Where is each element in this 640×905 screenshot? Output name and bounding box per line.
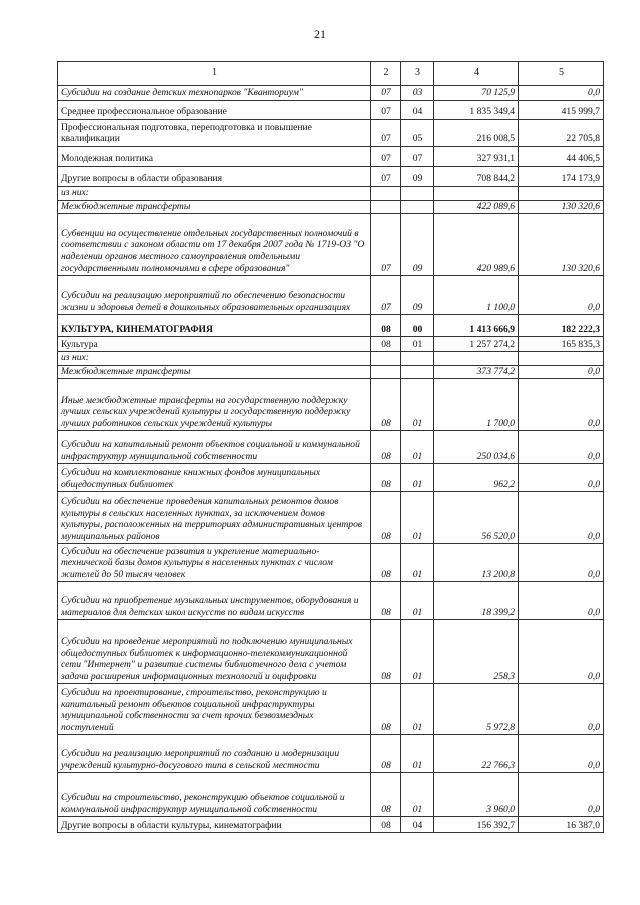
amount-total: 1 700,0	[434, 379, 519, 431]
amount-federal: 130 320,6	[519, 200, 604, 214]
amount-federal: 174 173,9	[519, 167, 604, 187]
row-label: Субвенции на осуществление отдельных государственных полномочий в соответствии с законом области от 17 декабря 2007 года № 1719-ОЗ "О наделении органов местного самоуправления отдельными государственными полномочиями в сфере образования"	[58, 214, 371, 276]
amount-total: 962,2	[434, 464, 519, 492]
table-row	[58, 582, 604, 620]
table-row	[58, 86, 604, 101]
amount-federal: 0,0	[519, 86, 604, 101]
row-label: из них:	[58, 352, 371, 366]
section-code: 08	[371, 773, 401, 817]
amount-federal: 22 705,8	[519, 120, 604, 147]
subsection-code: 03	[401, 86, 434, 101]
row-label: Субсидии на реализацию мероприятий по обеспечению безопасности жизни и здоровья детей в дошкольных образовательных организациях	[58, 276, 371, 315]
section-code: 08	[371, 337, 401, 352]
row-label: Субсидии на реализацию мероприятий по созданию и модернизации учреждений культурно-досугового типа в сельской местности	[58, 735, 371, 773]
table-row	[58, 735, 604, 773]
section-code	[371, 187, 401, 201]
section-code: 08	[371, 431, 401, 464]
row-label: Субсидии на комплектование книжных фондов муниципальных общедоступных библиотек	[58, 464, 371, 492]
amount-federal: 0,0	[519, 773, 604, 817]
subsection-code: 01	[401, 582, 434, 620]
subsection-code: 01	[401, 337, 434, 352]
table-row	[58, 167, 604, 187]
page-number: 21	[314, 27, 326, 41]
amount-total: 156 392,7	[434, 817, 519, 833]
row-label: Иные межбюджетные трансферты на государственную поддержку лучших сельских учреждений культуры и государственную поддержку лучших работников сельских учреждений культуры	[58, 379, 371, 431]
section-code: 07	[371, 101, 401, 120]
section-code: 07	[371, 86, 401, 101]
amount-federal: 0,0	[519, 684, 604, 735]
table-row	[58, 379, 604, 431]
row-label: из них:	[58, 187, 371, 201]
header-col-3: 3	[401, 62, 434, 86]
amount-federal: 0,0	[519, 379, 604, 431]
section-code: 07	[371, 167, 401, 187]
section-code: 07	[371, 276, 401, 315]
amount-total: 216 008,5	[434, 120, 519, 147]
row-label: Культура	[58, 337, 371, 352]
row-label: Субсидии на строительство, реконструкцию объектов социальной и коммунальной инфраструктур муниципальной собственности	[58, 773, 371, 817]
amount-total: 420 989,6	[434, 214, 519, 276]
table-row	[58, 101, 604, 120]
amount-federal	[519, 352, 604, 366]
row-label: Субсидии на проектирование, строительство, реконструкцию и капитальный ремонт объектов социальной инфраструктуры муниципальной собственности за счет прочих безвозмездных поступлений	[58, 684, 371, 735]
amount-federal: 44 406,5	[519, 147, 604, 167]
amount-total: 708 844,2	[434, 167, 519, 187]
subsection-code: 01	[401, 544, 434, 582]
section-code	[371, 365, 401, 379]
table-row	[58, 147, 604, 167]
table-row	[58, 214, 604, 276]
section-code: 08	[371, 684, 401, 735]
row-label: Субсидии на обеспечение проведения капитальных ремонтов домов культуры в сельских населенных пунктах, за исключением домов культуры, расположенных на территориях административных центров муниципальных районов	[58, 492, 371, 544]
amount-total: 422 089,6	[434, 200, 519, 214]
row-label: Межбюджетные трансферты	[58, 200, 371, 214]
amount-federal: 0,0	[519, 735, 604, 773]
subsection-code: 09	[401, 214, 434, 276]
section-code: 08	[371, 315, 401, 337]
row-label: Субсидии на обеспечение развития и укрепление материально-технической базы домов культуры в населенных пунктах с числом жителей до 50 тысяч человек	[58, 544, 371, 582]
table-row	[58, 817, 604, 833]
amount-federal: 0,0	[519, 544, 604, 582]
table-row	[58, 120, 604, 147]
row-label: Субсидии на капитальный ремонт объектов социальной и коммунальной инфраструктур муниципальной собственности	[58, 431, 371, 464]
amount-total: 258,3	[434, 620, 519, 684]
amount-federal: 0,0	[519, 365, 604, 379]
amount-total: 13 200,8	[434, 544, 519, 582]
row-label: Молодежная политика	[58, 147, 371, 167]
row-label: Другие вопросы в области культуры, кинематографии	[58, 817, 371, 833]
table-row	[58, 492, 604, 544]
subsection-code: 09	[401, 276, 434, 315]
subsection-code: 01	[401, 773, 434, 817]
subsection-code	[401, 187, 434, 201]
amount-federal: 0,0	[519, 582, 604, 620]
budget-table	[57, 61, 604, 833]
table-row	[58, 365, 604, 379]
amount-total: 22 766,3	[434, 735, 519, 773]
table-row	[58, 337, 604, 352]
amount-total: 1 413 666,9	[434, 315, 519, 337]
amount-total: 373 774,2	[434, 365, 519, 379]
subsection-code: 01	[401, 379, 434, 431]
section-code: 08	[371, 817, 401, 833]
subsection-code: 04	[401, 817, 434, 833]
amount-total: 1 100,0	[434, 276, 519, 315]
table-row	[58, 620, 604, 684]
amount-federal: 0,0	[519, 276, 604, 315]
amount-federal: 16 387,0	[519, 817, 604, 833]
table-row	[58, 464, 604, 492]
subsection-code: 01	[401, 464, 434, 492]
subsection-code: 04	[401, 101, 434, 120]
header-col-5: 5	[519, 62, 604, 86]
amount-federal: 415 999,7	[519, 101, 604, 120]
row-label: Другие вопросы в области образования	[58, 167, 371, 187]
section-code: 07	[371, 120, 401, 147]
subsection-code: 09	[401, 167, 434, 187]
header-col-4: 4	[434, 62, 519, 86]
row-label: КУЛЬТУРА, КИНЕМАТОГРАФИЯ	[58, 315, 371, 337]
section-code	[371, 200, 401, 214]
table-header-row	[58, 62, 604, 86]
section-code: 08	[371, 492, 401, 544]
amount-federal: 165 835,3	[519, 337, 604, 352]
subsection-code: 01	[401, 492, 434, 544]
subsection-code	[401, 352, 434, 366]
row-label: Профессиональная подготовка, переподготовка и повышение квалификации	[58, 120, 371, 147]
amount-total: 70 125,9	[434, 86, 519, 101]
subsection-code: 00	[401, 315, 434, 337]
table-row	[58, 352, 604, 366]
amount-federal: 130 320,6	[519, 214, 604, 276]
table-row	[58, 315, 604, 337]
subsection-code: 01	[401, 620, 434, 684]
section-code: 08	[371, 735, 401, 773]
table-row	[58, 276, 604, 315]
header-col-1: 1	[58, 62, 371, 86]
section-code: 08	[371, 379, 401, 431]
section-code: 07	[371, 147, 401, 167]
subsection-code: 01	[401, 431, 434, 464]
row-label: Субсидии на приобретение музыкальных инструментов, оборудования и материалов для детских школ искусств по видам искусств	[58, 582, 371, 620]
subsection-code: 07	[401, 147, 434, 167]
amount-total	[434, 352, 519, 366]
table-row	[58, 544, 604, 582]
row-label: Субсидии на проведение мероприятий по подключению муниципальных общедоступных библиотек к информационно-телекоммуникационной сети "Интернет" и развитие системы библиотечного дела с учетом задачи расширения информационных технологий и оцифровки	[58, 620, 371, 684]
subsection-code: 01	[401, 684, 434, 735]
amount-total: 5 972,8	[434, 684, 519, 735]
subsection-code: 05	[401, 120, 434, 147]
amount-federal: 0,0	[519, 620, 604, 684]
amount-total: 56 520,0	[434, 492, 519, 544]
subsection-code	[401, 200, 434, 214]
amount-total: 327 931,1	[434, 147, 519, 167]
subsection-code: 01	[401, 735, 434, 773]
table-row	[58, 431, 604, 464]
table-row	[58, 773, 604, 817]
table-row	[58, 200, 604, 214]
section-code	[371, 352, 401, 366]
header-col-2: 2	[371, 62, 401, 86]
amount-federal: 0,0	[519, 492, 604, 544]
amount-total: 1 835 349,4	[434, 101, 519, 120]
section-code: 08	[371, 582, 401, 620]
amount-federal	[519, 187, 604, 201]
amount-total: 250 034,6	[434, 431, 519, 464]
row-label: Субсидии на создание детских технопарков "Кванториум"	[58, 86, 371, 101]
amount-total: 1 257 274,2	[434, 337, 519, 352]
amount-total: 18 399,2	[434, 582, 519, 620]
section-code: 08	[371, 464, 401, 492]
subsection-code	[401, 365, 434, 379]
table-row	[58, 684, 604, 735]
amount-federal: 0,0	[519, 464, 604, 492]
row-label: Межбюджетные трансферты	[58, 365, 371, 379]
section-code: 07	[371, 214, 401, 276]
section-code: 08	[371, 544, 401, 582]
amount-total: 3 960,0	[434, 773, 519, 817]
table-row	[58, 187, 604, 201]
amount-federal: 0,0	[519, 431, 604, 464]
amount-federal: 182 222,3	[519, 315, 604, 337]
amount-total	[434, 187, 519, 201]
row-label: Среднее профессиональное образование	[58, 101, 371, 120]
section-code: 08	[371, 620, 401, 684]
